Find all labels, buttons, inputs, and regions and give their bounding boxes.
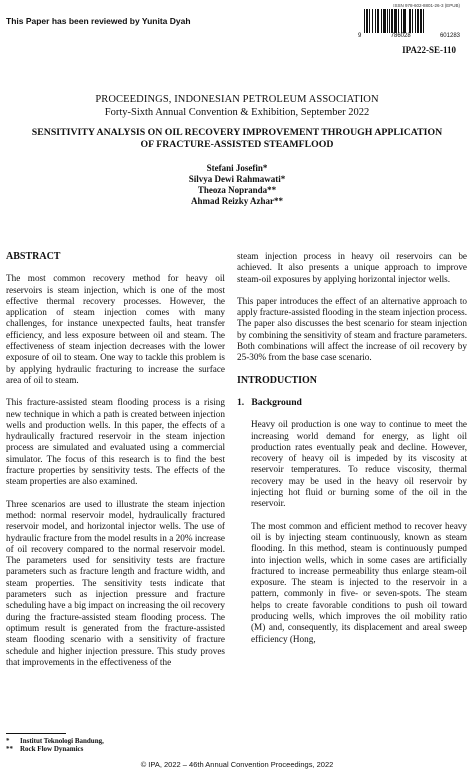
author: Silvya Dewi Rahmawati* <box>188 174 286 184</box>
isbn-text: ISSN 978-602-8801-26-3 (EPUB) <box>393 3 460 8</box>
paper-title <box>0 127 474 151</box>
right-column <box>237 251 467 656</box>
title-line: SENSITIVITY ANALYSIS ON OIL RECOVERY IMPROVEMENT THROUGH APPLICATION <box>31 127 443 138</box>
footnote-text: Institut Teknologi Bandung, <box>20 737 104 745</box>
left-column <box>6 251 225 679</box>
barcode-number-prefix: 9 <box>358 33 362 39</box>
barcode-gap <box>424 9 426 33</box>
intro-paragraph: The most common and efficient method to recover heavy oil is by injecting steam continuously, known as steam flooding. In this method, steam is continuously pumped into injection wells, which in some cases are artificially fractured to increase permeability thus enlarge steam-oil exposure. The steam is injected to the reservoir in a pattern, commonly in five- or seven-spots. The steam helps to create favorable conditions to push oil toward producing wells, which improves the oil mobility ratio (M) and, consequently, its displacement and areal sweep efficiency (Hong, <box>251 520 467 644</box>
author: Theoza Nopranda** <box>197 185 277 195</box>
footnote-divider <box>6 733 66 734</box>
barcode-number-right: 601283 <box>439 33 460 39</box>
footnote <box>6 737 104 745</box>
paper-code: IPA22-SE-110 <box>402 45 456 55</box>
background-subheading: 1. Background <box>237 396 302 408</box>
author: Stefani Josefin* <box>206 163 268 173</box>
introduction-heading: INTRODUCTION <box>237 374 318 386</box>
abstract-heading: ABSTRACT <box>6 251 61 262</box>
abstract-paragraph: The most common recovery method for heavy oil reservoirs is steam injection, which is one of the most effective thermal recovery processes. However, the application of steam injection comes with many challenges, for instance unexpected faults, heat transfer efficiency, and less exposure between oil and steam. The effectiveness of steam injection decreases with the lower exposure of oil to steam. One way to tackle this problem is by applying hydraulic fracturing to increase the surface area of oil to steam. <box>6 273 225 385</box>
footnote-text: Rock Flow Dynamics <box>20 745 84 753</box>
footnote-mark: ** <box>6 745 13 753</box>
abstract-paragraph: steam injection process in heavy oil reservoirs can be achieved. It also presents a unique approach to improve steam-oil exposures by applying horizontal injector wells. <box>237 251 467 284</box>
footnote-mark: * <box>6 737 10 745</box>
barcode-numbers <box>358 33 464 39</box>
page-footer: © IPA, 2022 – 46th Annual Convention Proceedings, 2022 <box>140 760 334 769</box>
isbn-barcode <box>358 3 464 39</box>
abstract-paragraph: This fracture-assisted steam flooding process is a rising new technique in which a path is created between injection wells and production wells. In this paper, the effects of a hydraulically fractured reservoir in the steam injection process are simulated and evaluated using a commercial simulator. The focus of this research is to find the best fracture properties by sensitivity tests. The effects of the steam properties are also examined. <box>6 397 225 487</box>
proceedings-org: PROCEEDINGS, INDONESIAN PETROLEUM ASSOCIATION <box>95 94 379 105</box>
abstract-paragraph: Three scenarios are used to illustrate the steam injection method: normal reservoir model, hydraulically fractured reservoir model, and horizontal injector wells. The use of hydraulic fracture from the model results in a 20% increase of oil recovery compared to the normal reservoir model. The parameters used for sensitivity tests are fracture parameters such as fracture length and fracture width, and steam properties. The sensitivity tests indicate that parameters such as injection pressure and fracture scheduling have a big impact on increasing the oil recovery during the fracture-assisted steam flooding process. The optimum result is generated from the fracture-assisted steam flooding scenario with a sensitivity of fracture schedule and higher injection pressure. This study proves that improvements in the effectiveness of the <box>6 498 225 667</box>
abstract-paragraph: This paper introduces the effect of an alternative approach to apply fracture-assisted flooding in the steam injection process. The paper also discusses the best scenario for steam injection by combining the sensitivity of steam and fracture parameters. Both combinations will affect the increase of oil recovery by 25-30% from the base case scenario. <box>237 295 467 363</box>
barcode-icon <box>364 9 462 33</box>
title-line: OF FRACTURE-ASSISTED STEAMFLOOD <box>140 139 334 150</box>
footnote <box>6 745 83 753</box>
author: Ahmad Reizky Azhar** <box>191 196 283 206</box>
convention-name: Forty-Sixth Annual Convention & Exhibition, September 2022 <box>104 107 370 118</box>
intro-paragraph: Heavy oil production is one way to continue to meet the increasing world demand for energy, as light oil production rates eventually peak and decline. However, recovery of heavy oil is impeded by its viscosity at reservoir temperatures. To reduce viscosity, thermal recovery may be used in the heavy oil reservoir by injecting hot fluid or burning some of the oil in the reservoir. <box>251 419 467 509</box>
reviewer-note: This Paper has been reviewed by Yunita Dyah <box>6 16 191 26</box>
barcode-number-left: 786028 <box>390 33 411 39</box>
